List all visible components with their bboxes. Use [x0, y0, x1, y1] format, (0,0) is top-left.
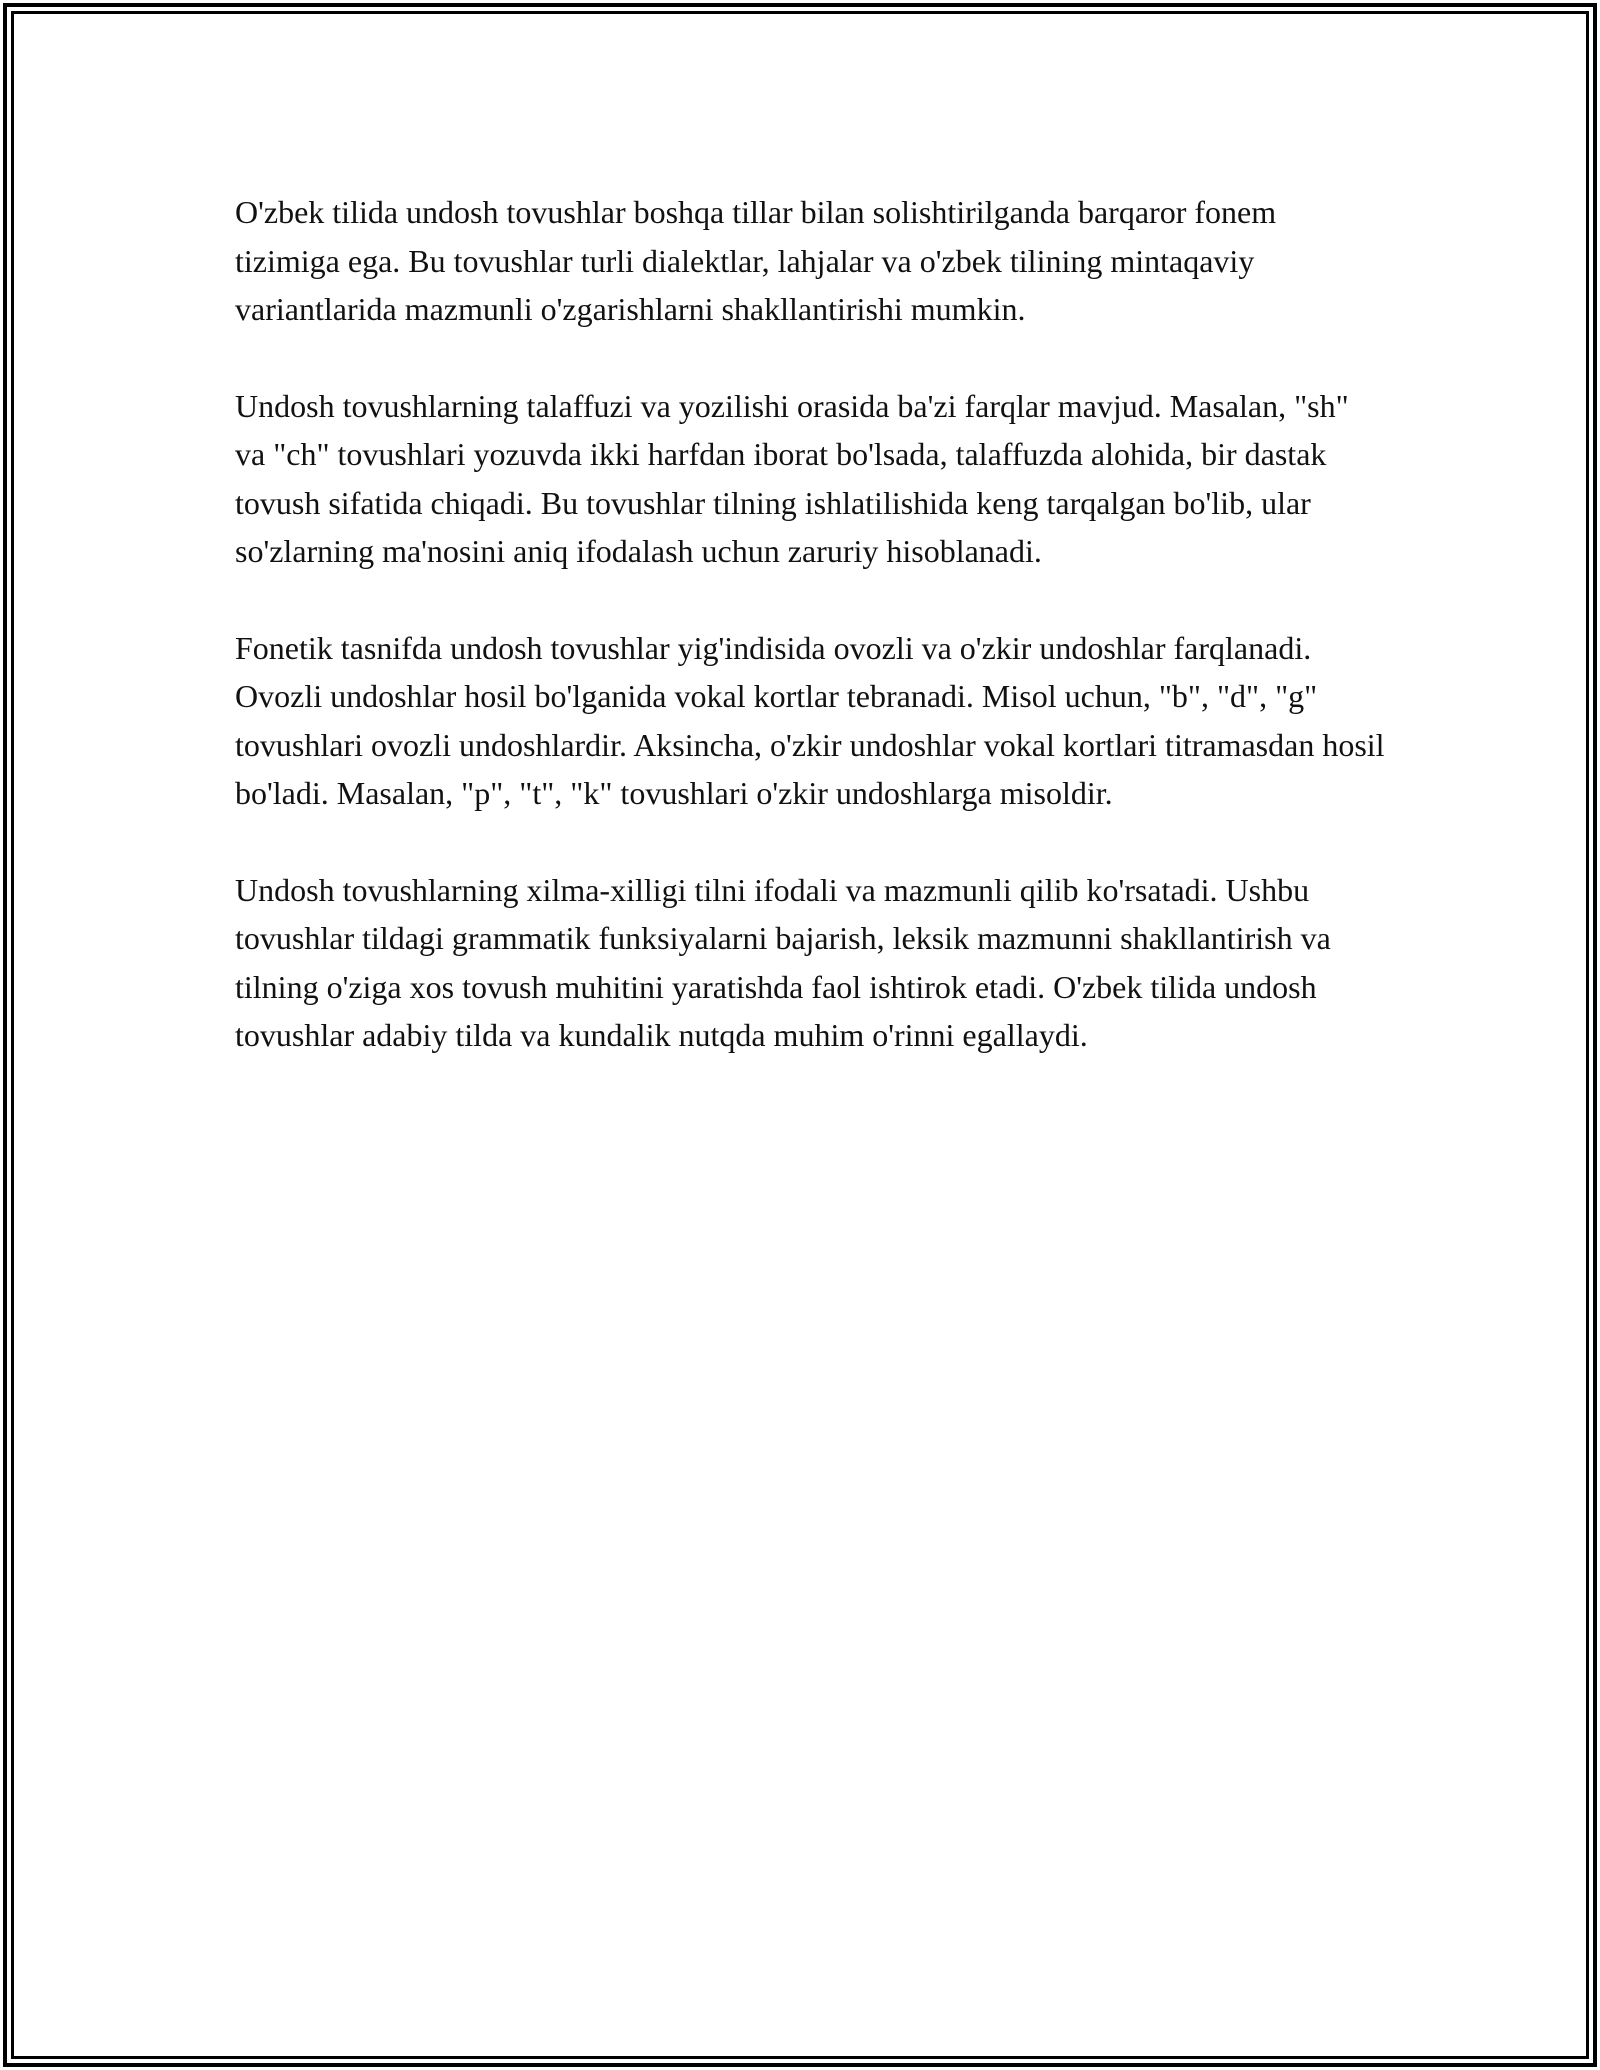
document-body — [235, 188, 1385, 1108]
paragraph-3: Fonetik tasnifda undosh tovushlar yig'indisida ovozli va o'zkir undoshlar farqlanadi. Ovozli undoshlar hosil bo'lganida vokal kortlar tebranadi. Misol uchun, "b", "d", "g" tovushlari ovozli undoshlardir. Aksincha, o'zkir undoshlar vokal kortlari titramasdan hosil bo'ladi. Masalan, "p", "t", "k" tovushlari o'zkir undoshlarga misoldir. — [235, 629, 1385, 811]
paragraph-1: O'zbek tilida undosh tovushlar boshqa tillar bilan solishtirilganda barqaror fonem tizimiga ega. Bu tovushlar turli dialektlar, lahjalar va o'zbek tilining mintaqaviy variantlarida mazmunli o'zgarishlarni shakllantirishi mumkin. — [235, 194, 1277, 327]
paragraph-2: Undosh tovushlarning talaffuzi va yozilishi orasida ba'zi farqlar mavjud. Masalan, "sh" va "ch" tovushlari yozuvda ikki harfdan iborat bo'lsada, talaffuzda alohida, bir dastak tovush sifatida chiqadi. Bu tovushlar tilning ishlatilishida keng tarqalgan bo'lib, ular so'zlarning ma'nosini aniq ifodalash uchun zaruriy hisoblanadi. — [235, 387, 1349, 569]
paragraph-4: Undosh tovushlarning xilma-xilligi tilni ifodali va mazmunli qilib ko'rsatadi. Ushbu tovushlar tildagi grammatik funksiyalarni bajarish, leksik mazmunni shakllantirish va tilning o'ziga xos tovush muhitini yaratishda faol ishtirok etadi. O'zbek tilida undosh tovushlar adabiy tilda va kundalik nutqda muhim o'rinni egallaydi. — [235, 871, 1331, 1053]
